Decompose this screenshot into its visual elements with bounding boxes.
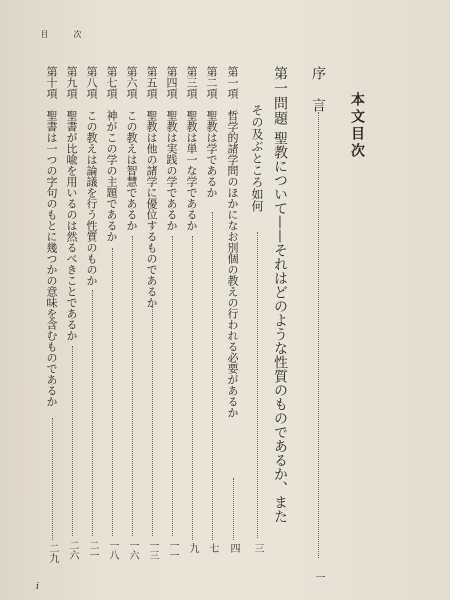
section-leader	[212, 212, 213, 540]
section-leader	[112, 248, 113, 536]
section-title: 聖書が比喩を用いるのは然るべきことであるか	[65, 110, 78, 341]
running-head-right: 次	[73, 30, 82, 38]
section-page: 二九	[47, 543, 58, 563]
section-leader	[52, 418, 53, 540]
chapter-page: 三	[252, 543, 263, 553]
chapter-title-line2: その及ぶところ如何	[250, 104, 264, 212]
section-leader	[72, 346, 73, 536]
section-title: 聖教は他の諸学に優位するものであるか	[145, 110, 158, 308]
section-leader	[92, 290, 93, 536]
section-leader	[152, 306, 153, 536]
section-title: 神がこの学の主題であるか	[105, 110, 118, 242]
section-leader	[172, 236, 173, 536]
section-page: 九	[187, 543, 198, 553]
chapter-heading: 第一問題	[272, 66, 288, 126]
section-title: 聖教は学であるか	[205, 110, 218, 198]
section-page: 七	[207, 543, 218, 553]
section-title: 聖書は一つの字句のもとに幾つかの意味を含むものであるか	[45, 110, 58, 407]
section-leader	[192, 236, 193, 540]
chapter-leader	[257, 232, 258, 538]
section-page: 一八	[107, 540, 118, 560]
section-number: 第一項	[226, 66, 239, 99]
section-page: 四	[228, 543, 239, 553]
section-page: 二一	[87, 540, 98, 560]
section-page: 二六	[67, 540, 78, 560]
section-title: この教えは論議を行う性質のものか	[85, 110, 98, 286]
section-title: 聖教は実践の学であるか	[165, 110, 178, 231]
preface-page: 一	[313, 572, 324, 582]
section-number: 第九項	[65, 66, 78, 99]
chapter-title-line1: 聖教について——それはどのような性質のものであるか、また	[272, 131, 288, 523]
section-number: 第三項	[185, 66, 198, 99]
page-folio: i	[36, 582, 39, 592]
section-title: 聖教は単一な学であるか	[185, 110, 198, 231]
section-number: 第八項	[85, 66, 98, 99]
section-number: 第五項	[145, 66, 158, 99]
section-page: 一六	[127, 540, 138, 560]
section-number: 第十項	[45, 66, 58, 99]
section-page: 一一	[167, 540, 178, 560]
preface-label: 序 言	[310, 66, 326, 114]
section-leader	[233, 478, 234, 540]
section-number: 第四項	[165, 66, 178, 99]
section-page: 一三	[147, 540, 158, 560]
section-number: 第六項	[125, 66, 138, 99]
section-title: この教えは智慧であるか	[125, 110, 138, 231]
preface-leader	[318, 112, 319, 558]
section-number: 第七項	[105, 66, 118, 99]
section-number: 第二項	[205, 66, 218, 99]
running-head-left: 目	[40, 30, 49, 38]
section-leader	[132, 236, 133, 536]
page-title: 本文目次	[349, 92, 365, 160]
section-title: 哲学的諸学問のほかになお別個の教えの行われる必要があるか	[226, 110, 239, 418]
